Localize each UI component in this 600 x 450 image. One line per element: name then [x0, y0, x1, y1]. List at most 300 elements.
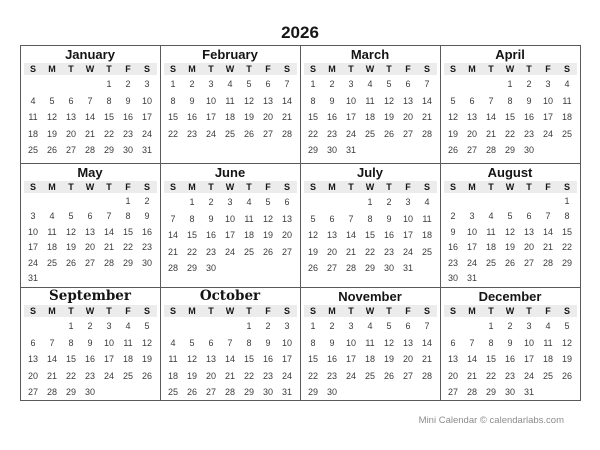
weekday-label: F — [265, 306, 271, 316]
day-cell: 14 — [224, 354, 235, 364]
weekday-label: M — [328, 306, 336, 316]
day-cell: 1 — [488, 321, 494, 331]
weekday-label: W — [85, 182, 95, 192]
day-cell: 29 — [243, 387, 254, 397]
day-cell-empty — [418, 142, 437, 159]
day-cell: 3 — [526, 321, 532, 331]
day-cell: 27 — [402, 128, 413, 139]
day-cell: 13 — [262, 95, 273, 106]
day-cell: 29 — [561, 257, 572, 268]
day-cell: 27 — [326, 263, 337, 273]
day-cell: 4 — [49, 211, 55, 222]
day-cell: 7 — [424, 79, 430, 89]
day-cell: 29 — [504, 145, 515, 155]
day-cell-empty — [361, 142, 380, 159]
day-cell: 10 — [345, 337, 356, 348]
day-cell: 19 — [307, 246, 318, 257]
day-cell: 10 — [205, 95, 216, 106]
day-cell-empty — [463, 76, 482, 93]
day-cell: 24 — [523, 370, 534, 381]
day-cell-empty — [520, 271, 539, 286]
day-cell: 27 — [466, 145, 477, 155]
day-cell: 4 — [488, 211, 494, 222]
day-cell: 12 — [307, 230, 318, 240]
day-cell: 21 — [485, 128, 496, 139]
day-cell: 23 — [326, 370, 337, 381]
day-cell: 19 — [65, 242, 76, 253]
day-cell: 23 — [141, 242, 152, 253]
day-cell: 21 — [281, 112, 292, 122]
month-january — [21, 46, 161, 164]
weekday-label: T — [526, 306, 532, 316]
day-cell-empty — [558, 142, 577, 159]
day-cell: 8 — [310, 337, 316, 348]
day-cell: 5 — [49, 95, 55, 106]
day-cell: 13 — [84, 226, 95, 237]
day-cell-empty — [164, 194, 183, 211]
weekday-label: W — [225, 182, 235, 192]
day-cell: 3 — [348, 79, 354, 89]
day-cell: 13 — [466, 112, 477, 122]
day-cell: 12 — [243, 95, 254, 106]
day-cell-empty — [304, 194, 323, 211]
day-cell: 24 — [224, 246, 235, 257]
month-august — [441, 164, 581, 288]
day-cell: 25 — [46, 257, 57, 268]
day-cell: 28 — [421, 128, 432, 139]
day-cell-empty — [81, 194, 100, 209]
day-cell: 7 — [87, 95, 93, 106]
day-cell: 28 — [421, 370, 432, 381]
day-cell: 16 — [504, 354, 515, 364]
day-cell: 17 — [141, 112, 152, 122]
weekday-label: T — [208, 306, 214, 316]
month-july — [301, 164, 441, 288]
weekday-label: S — [29, 306, 36, 316]
weekday-label: S — [423, 182, 430, 192]
day-cell: 2 — [208, 197, 214, 207]
day-cell: 6 — [87, 211, 93, 222]
weekday-label: M — [48, 182, 56, 192]
day-cell: 22 — [167, 128, 178, 139]
weekday-label: S — [169, 182, 176, 192]
day-cell: 5 — [246, 79, 252, 89]
day-cell: 3 — [144, 79, 150, 89]
day-cell: 22 — [65, 370, 76, 381]
day-cell: 15 — [167, 112, 178, 122]
weekday-label: T — [68, 306, 74, 316]
weekday-header — [164, 305, 297, 317]
day-cell: 19 — [262, 230, 273, 240]
day-cell: 25 — [224, 128, 235, 139]
day-cell: 2 — [450, 211, 456, 222]
day-cell: 8 — [125, 211, 131, 222]
weekday-label: F — [405, 64, 411, 74]
day-cell: 16 — [141, 226, 152, 237]
day-cell-empty — [418, 260, 437, 277]
day-cell: 23 — [447, 257, 458, 268]
month-may — [21, 164, 161, 288]
day-cell: 23 — [523, 128, 534, 139]
day-cell: 4 — [424, 197, 430, 207]
day-cell: 14 — [421, 95, 432, 106]
day-cell-empty — [399, 142, 418, 159]
weekday-label: S — [449, 64, 456, 74]
day-cell: 6 — [469, 95, 475, 106]
month-april — [441, 46, 581, 164]
day-cell: 5 — [564, 321, 570, 331]
day-cell: 20 — [523, 242, 534, 253]
month-days — [444, 194, 577, 287]
footer-credit — [0, 415, 564, 426]
day-cell: 29 — [65, 387, 76, 397]
weekday-label: T — [348, 64, 354, 74]
day-cell: 12 — [383, 337, 394, 348]
day-cell: 8 — [68, 337, 74, 348]
day-cell: 21 — [84, 128, 95, 139]
weekday-label: W — [365, 64, 375, 74]
weekday-label: S — [143, 306, 150, 316]
day-cell: 13 — [523, 226, 534, 237]
day-cell: 26 — [141, 370, 152, 381]
day-cell: 17 — [27, 242, 38, 253]
day-cell-empty — [119, 384, 138, 401]
weekday-label: W — [505, 182, 515, 192]
day-cell-empty — [539, 271, 558, 286]
day-cell-empty — [221, 318, 240, 335]
weekday-label: F — [265, 182, 271, 192]
weekday-label: S — [143, 182, 150, 192]
day-cell: 7 — [424, 321, 430, 331]
weekday-header — [24, 305, 157, 317]
weekday-header — [444, 63, 577, 75]
day-cell: 20 — [84, 242, 95, 253]
day-cell: 8 — [564, 211, 570, 222]
day-cell: 5 — [386, 321, 392, 331]
day-cell: 5 — [310, 213, 316, 224]
weekday-label: W — [85, 306, 95, 316]
day-cell: 27 — [523, 257, 534, 268]
day-cell-empty — [463, 194, 482, 209]
day-cell: 14 — [466, 354, 477, 364]
weekday-label: W — [85, 64, 95, 74]
day-cell: 18 — [485, 242, 496, 253]
weekday-label: F — [405, 182, 411, 192]
day-cell-empty — [482, 194, 501, 209]
day-cell: 3 — [469, 211, 475, 222]
day-cell: 19 — [504, 242, 515, 253]
day-cell: 20 — [466, 128, 477, 139]
day-cell: 13 — [205, 354, 216, 364]
day-cell: 11 — [365, 337, 375, 348]
month-title: October — [199, 288, 261, 304]
month-days — [24, 318, 157, 401]
weekday-header — [164, 181, 297, 193]
day-cell: 21 — [345, 246, 356, 257]
day-cell: 2 — [144, 196, 150, 206]
weekday-header — [444, 305, 577, 317]
day-cell: 7 — [284, 79, 290, 89]
day-cell: 22 — [122, 242, 133, 253]
day-cell: 2 — [526, 79, 532, 89]
day-cell-empty — [43, 76, 62, 93]
day-cell: 13 — [326, 230, 337, 240]
day-cell: 1 — [170, 79, 176, 89]
day-cell: 14 — [46, 354, 57, 364]
day-cell: 22 — [307, 128, 318, 139]
day-cell: 14 — [345, 230, 356, 240]
weekday-header — [304, 181, 437, 193]
day-cell: 18 — [542, 354, 553, 364]
day-cell: 29 — [485, 387, 496, 397]
day-cell-empty — [100, 271, 119, 286]
day-cell: 15 — [186, 230, 197, 240]
weekday-label: S — [309, 182, 316, 192]
day-cell: 3 — [227, 197, 233, 207]
weekday-label: T — [488, 182, 494, 192]
weekday-label: T — [208, 182, 214, 192]
day-cell: 11 — [422, 213, 432, 224]
day-cell: 10 — [523, 337, 534, 348]
day-cell: 25 — [364, 370, 375, 381]
day-cell: 19 — [447, 128, 458, 139]
day-cell: 14 — [84, 112, 95, 122]
day-cell: 5 — [144, 321, 150, 331]
day-cell: 12 — [504, 226, 515, 237]
day-cell: 30 — [326, 145, 337, 155]
day-cell: 6 — [329, 213, 335, 224]
day-cell-empty — [100, 384, 119, 401]
day-cell: 26 — [447, 145, 458, 155]
day-cell: 16 — [326, 354, 337, 364]
footer-credit-text: Mini Calendar © calendarlabs.com — [418, 415, 564, 426]
day-cell: 8 — [310, 95, 316, 106]
year-title: 2026 — [281, 23, 319, 42]
day-cell: 14 — [542, 226, 553, 237]
month-days — [304, 318, 437, 401]
day-cell-empty — [240, 260, 259, 277]
day-cell: 4 — [367, 79, 373, 89]
day-cell: 9 — [329, 95, 335, 106]
day-cell: 14 — [103, 226, 114, 237]
day-cell: 15 — [364, 230, 375, 240]
day-cell: 23 — [205, 246, 216, 257]
day-cell-empty — [138, 384, 157, 401]
day-cell: 13 — [65, 112, 76, 122]
day-cell: 28 — [281, 128, 292, 139]
day-cell: 20 — [65, 128, 76, 139]
weekday-label: T — [106, 182, 112, 192]
day-cell: 27 — [447, 387, 458, 397]
day-cell: 16 — [205, 230, 216, 240]
day-cell: 5 — [265, 197, 271, 207]
day-cell: 22 — [364, 246, 375, 257]
day-cell: 21 — [421, 112, 432, 122]
day-cell: 19 — [46, 128, 57, 139]
day-cell: 4 — [125, 321, 131, 331]
weekday-label: T — [246, 64, 252, 74]
day-cell: 18 — [27, 128, 38, 139]
day-cell: 22 — [186, 246, 197, 257]
day-cell: 30 — [447, 272, 458, 283]
day-cell: 3 — [106, 321, 112, 331]
day-cell: 3 — [348, 321, 354, 331]
month-days — [444, 318, 577, 401]
day-cell: 17 — [542, 112, 553, 122]
day-cell: 31 — [466, 272, 477, 283]
day-cell: 25 — [27, 145, 38, 155]
day-cell: 1 — [507, 79, 513, 89]
day-cell: 18 — [224, 112, 235, 122]
day-cell: 11 — [486, 226, 496, 237]
weekday-header — [304, 63, 437, 75]
month-title: March — [350, 47, 390, 62]
weekday-label: S — [283, 64, 290, 74]
weekday-label: M — [468, 182, 476, 192]
weekday-label: M — [188, 306, 196, 316]
day-cell: 29 — [122, 257, 133, 268]
day-cell: 22 — [307, 370, 318, 381]
weekday-header — [164, 63, 297, 75]
weekday-label: W — [505, 64, 515, 74]
day-cell: 9 — [526, 95, 532, 106]
day-cell: 21 — [224, 370, 235, 381]
day-cell: 13 — [447, 354, 458, 364]
weekday-label: S — [169, 64, 176, 74]
weekday-label: M — [468, 64, 476, 74]
month-title: July — [356, 165, 383, 180]
month-title: November — [338, 289, 402, 304]
day-cell: 11 — [123, 337, 133, 348]
day-cell: 12 — [262, 213, 273, 224]
day-cell: 27 — [262, 128, 273, 139]
day-cell: 6 — [30, 337, 36, 348]
day-cell: 31 — [523, 387, 534, 397]
weekday-label: F — [405, 306, 411, 316]
day-cell: 4 — [30, 95, 36, 106]
day-cell: 13 — [402, 95, 413, 106]
day-cell-empty — [183, 318, 202, 335]
day-cell: 6 — [405, 321, 411, 331]
day-cell: 29 — [186, 263, 197, 273]
day-cell: 7 — [170, 213, 176, 224]
day-cell: 23 — [383, 246, 394, 257]
day-cell: 12 — [186, 354, 197, 364]
day-cell-empty — [278, 260, 297, 277]
day-cell: 30 — [383, 263, 394, 273]
day-cell: 13 — [27, 354, 38, 364]
day-cell: 4 — [246, 197, 252, 207]
weekday-label: S — [29, 182, 36, 192]
weekday-label: F — [125, 64, 131, 74]
day-cell: 27 — [84, 257, 95, 268]
day-cell-empty — [482, 271, 501, 286]
day-cell-empty — [202, 318, 221, 335]
weekday-label: T — [386, 64, 392, 74]
day-cell-empty — [342, 194, 361, 211]
weekday-label: M — [48, 64, 56, 74]
month-december — [441, 288, 581, 401]
day-cell: 26 — [383, 370, 394, 381]
day-cell: 19 — [186, 370, 197, 381]
day-cell: 5 — [386, 79, 392, 89]
day-cell: 2 — [386, 197, 392, 207]
day-cell: 3 — [545, 79, 551, 89]
day-cell: 23 — [186, 128, 197, 139]
day-cell: 7 — [106, 211, 112, 222]
year-grid — [20, 45, 581, 401]
day-cell: 25 — [421, 246, 432, 257]
day-cell: 19 — [383, 112, 394, 122]
day-cell-empty — [501, 271, 520, 286]
day-cell: 1 — [564, 196, 570, 206]
day-cell: 27 — [65, 145, 76, 155]
weekday-label: S — [563, 182, 570, 192]
day-cell: 2 — [507, 321, 513, 331]
day-cell: 29 — [307, 387, 318, 397]
day-cell: 17 — [345, 112, 356, 122]
weekday-label: W — [365, 306, 375, 316]
day-cell: 8 — [106, 95, 112, 106]
day-cell: 6 — [265, 79, 271, 89]
weekday-label: M — [328, 182, 336, 192]
weekday-label: T — [246, 306, 252, 316]
weekday-label: T — [68, 64, 74, 74]
weekday-header — [444, 181, 577, 193]
day-cell-empty — [558, 384, 577, 401]
day-cell: 24 — [402, 246, 413, 257]
weekday-label: F — [545, 182, 551, 192]
day-cell: 2 — [87, 321, 93, 331]
day-cell: 9 — [329, 337, 335, 348]
day-cell: 6 — [405, 79, 411, 89]
day-cell: 10 — [141, 95, 152, 106]
weekday-label: T — [488, 306, 494, 316]
weekday-label: M — [48, 306, 56, 316]
day-cell: 25 — [561, 128, 572, 139]
day-cell: 30 — [504, 387, 515, 397]
day-cell: 14 — [281, 95, 292, 106]
day-cell: 15 — [243, 354, 254, 364]
day-cell: 1 — [246, 321, 252, 331]
weekday-label: T — [246, 182, 252, 192]
day-cell: 20 — [27, 370, 38, 381]
day-cell: 8 — [507, 95, 513, 106]
day-cell: 26 — [186, 387, 197, 397]
day-cell: 21 — [103, 242, 114, 253]
weekday-label: F — [125, 182, 131, 192]
day-cell: 18 — [364, 354, 375, 364]
weekday-label: S — [563, 306, 570, 316]
day-cell: 2 — [265, 321, 271, 331]
month-days — [304, 194, 437, 287]
day-cell: 11 — [28, 112, 38, 122]
day-cell: 20 — [402, 354, 413, 364]
day-cell: 22 — [561, 242, 572, 253]
month-days — [24, 194, 157, 287]
day-cell-empty — [399, 384, 418, 401]
weekday-label: T — [208, 64, 214, 74]
day-cell-empty — [380, 142, 399, 159]
day-cell: 23 — [84, 370, 95, 381]
day-cell-empty — [444, 194, 463, 209]
weekday-label: T — [386, 182, 392, 192]
day-cell: 11 — [225, 95, 235, 106]
day-cell: 9 — [450, 226, 456, 237]
month-title: April — [495, 47, 525, 62]
day-cell: 26 — [307, 263, 318, 273]
day-cell: 12 — [447, 112, 458, 122]
